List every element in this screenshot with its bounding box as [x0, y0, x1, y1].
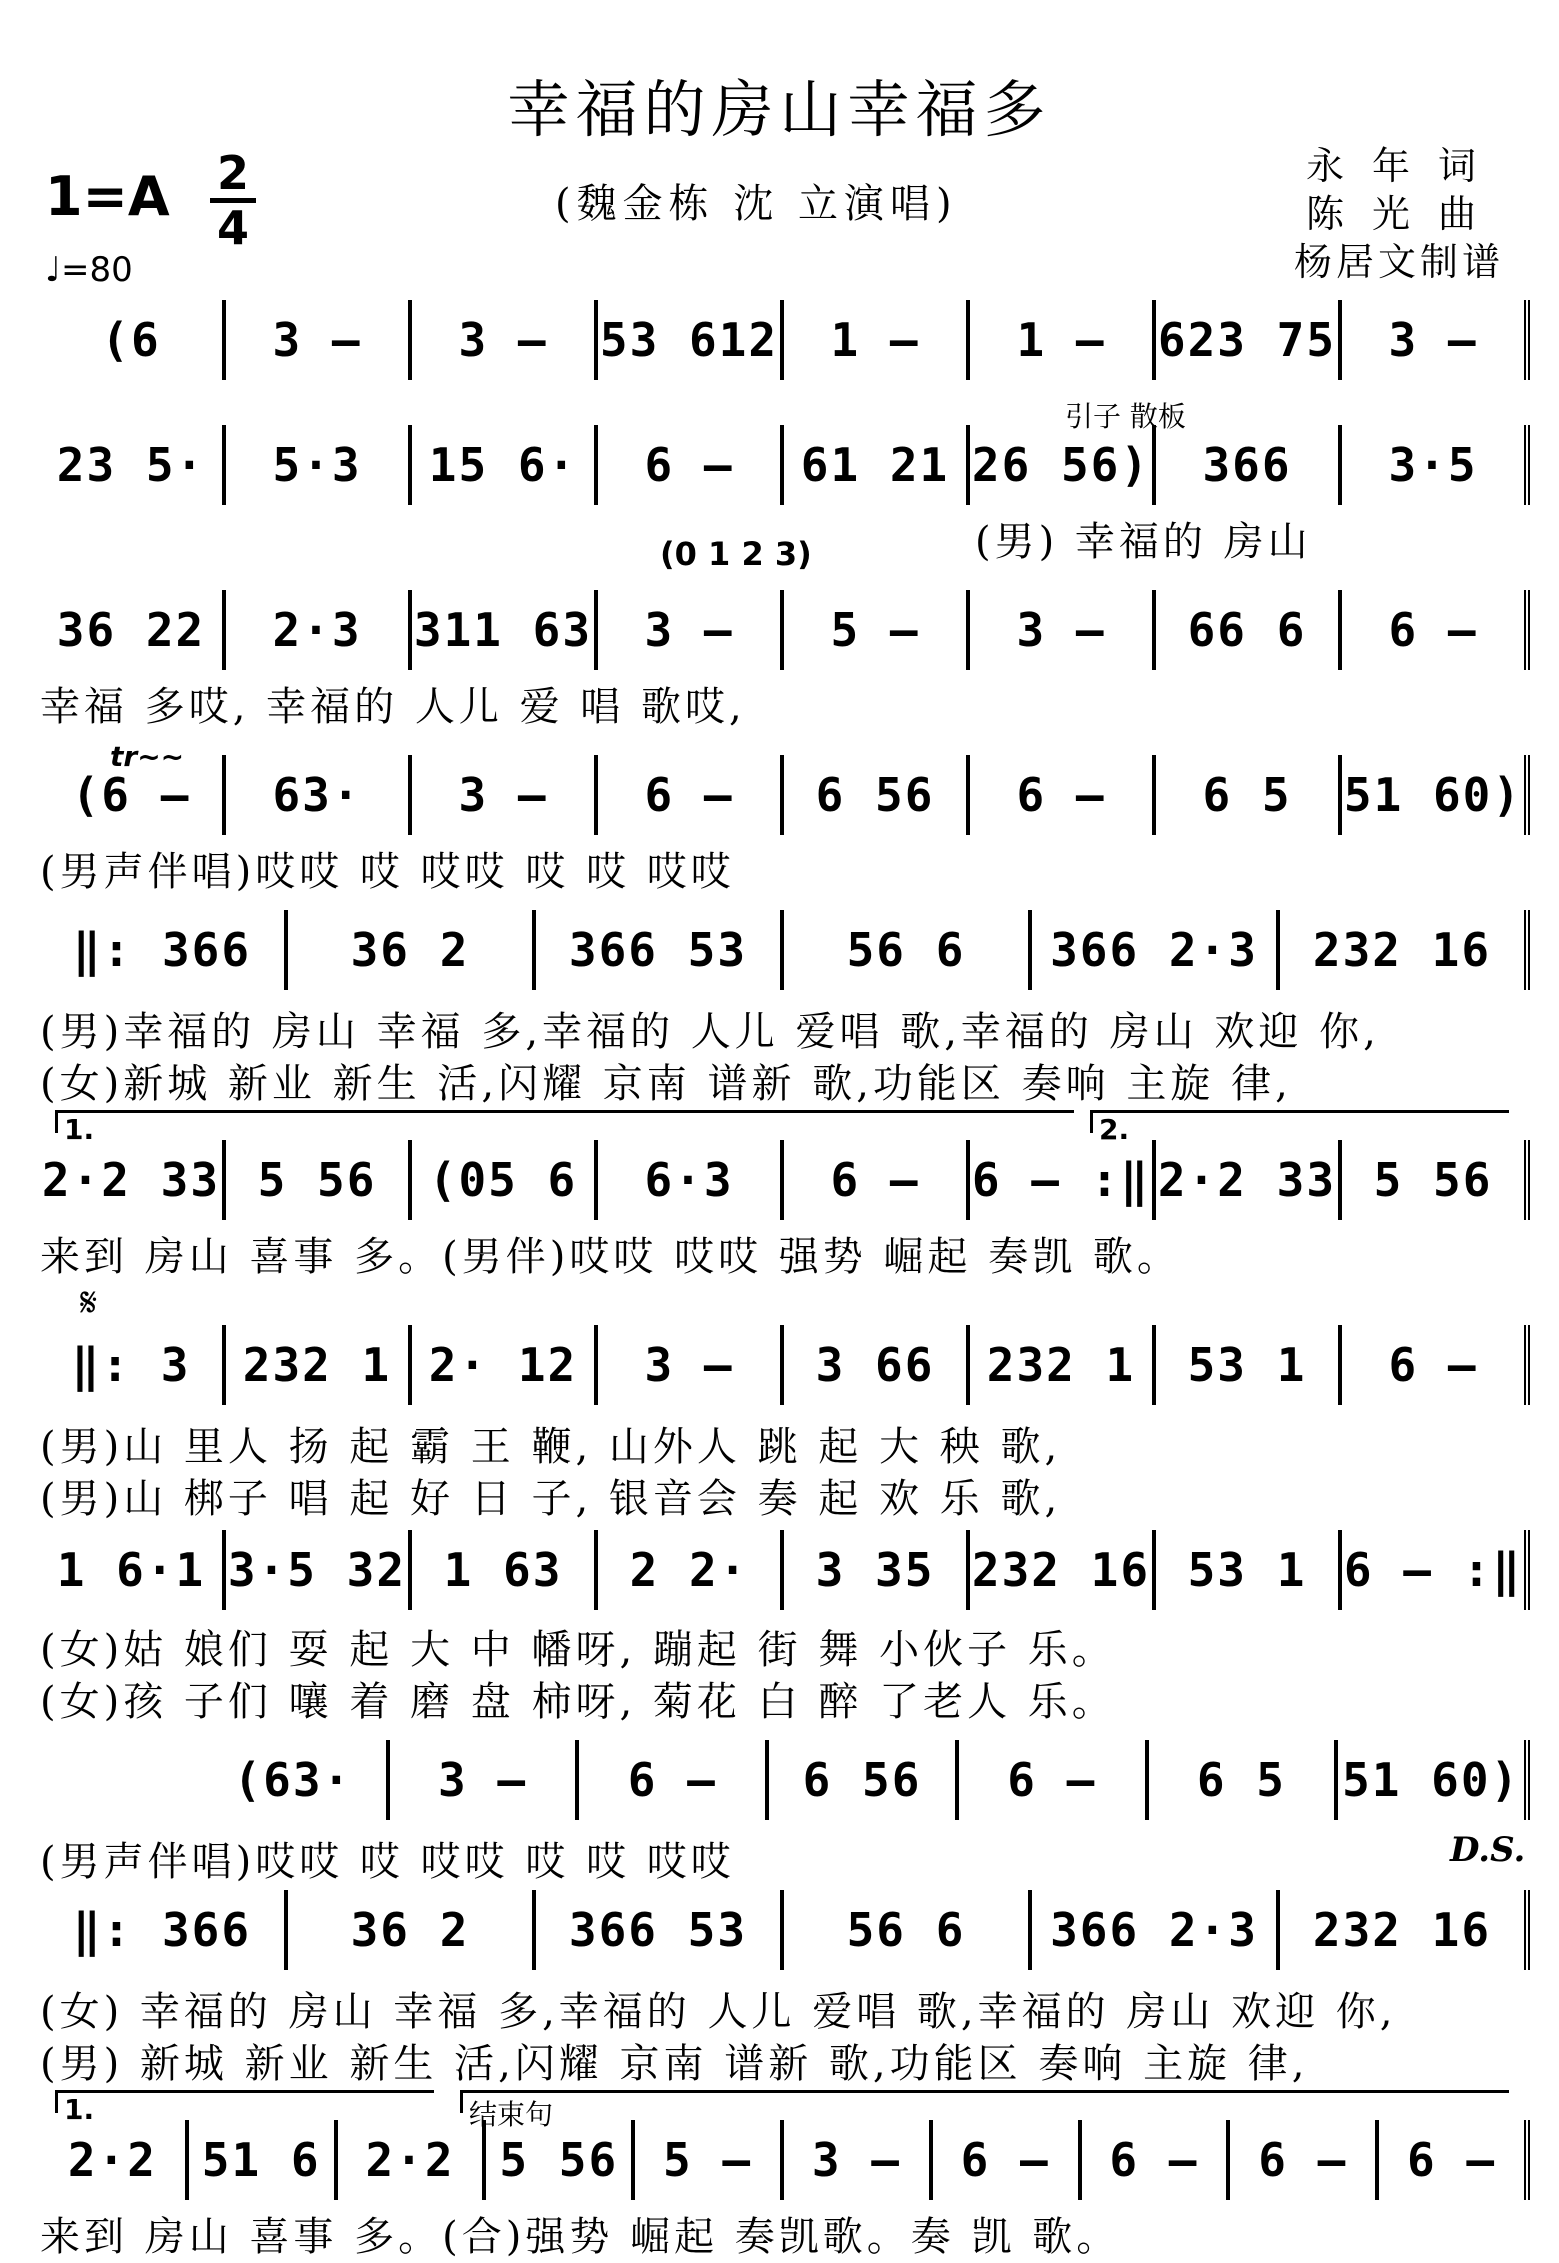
measure: 3·5 32	[226, 1530, 412, 1610]
measure: 2·2	[40, 2120, 189, 2200]
measures	[40, 300, 1530, 380]
measures	[40, 425, 1530, 505]
score-row-5	[40, 910, 1530, 990]
measure: 26 56)	[970, 425, 1156, 505]
measure: 623 75	[1156, 300, 1342, 380]
measure: 5 56	[1342, 1140, 1530, 1220]
score-row-10	[40, 1890, 1530, 1970]
key-signature: 1=A	[45, 165, 170, 228]
lyric-line-10b: (男) 新城 新业 新生 活,闪耀 京南 谱新 歌,功能区 奏响 主旋 律,	[40, 2041, 1309, 2087]
volta-1b: 1.	[55, 2090, 434, 2113]
measure: 6 56	[784, 755, 970, 835]
measure: 5 –	[635, 2120, 784, 2200]
score-row-9	[200, 1740, 1530, 1820]
measure: 366 2·3	[1032, 1890, 1280, 1970]
lyric-line-8b: (女)孩 子们 嚷 着 磨 盘 柿呀, 菊花 白 醉 了老人 乐。	[40, 1679, 1116, 1725]
measures	[200, 1740, 1530, 1820]
volta-1: 1.	[55, 1110, 1074, 1133]
measure: 311 63	[412, 590, 598, 670]
measure: 3 66	[784, 1325, 970, 1405]
measure: 6 – :‖	[970, 1140, 1156, 1220]
measure: 2·3	[226, 590, 412, 670]
measures	[40, 755, 1530, 835]
measure: 366	[1156, 425, 1342, 505]
ending-phrase: 结束句	[460, 2090, 1509, 2113]
score-row-7	[40, 1325, 1530, 1405]
measure: 2· 12	[412, 1325, 598, 1405]
measure: 3 –	[412, 300, 598, 380]
measure: 6 5	[1149, 1740, 1339, 1820]
measure: 6 –	[1342, 590, 1530, 670]
measure: 6 –	[784, 1140, 970, 1220]
measure: 2·2 33	[40, 1140, 226, 1220]
measure: 3 –	[784, 2120, 933, 2200]
lyric-line-7a: (男)山 里人 扬 起 霸 王 鞭, 山外人 跳 起 大 秧 歌,	[40, 1424, 1062, 1470]
measure: 5·3	[226, 425, 412, 505]
measure: 36 22	[40, 590, 226, 670]
measure: 2 2·	[598, 1530, 784, 1610]
measure: (6	[40, 300, 226, 380]
measure: 53 1	[1156, 1325, 1342, 1405]
arranger-credit: 杨居文制谱	[1293, 240, 1504, 284]
measure: 2·2	[338, 2120, 487, 2200]
measure: 6 56	[769, 1740, 959, 1820]
lyricist-credit: 永年词	[1305, 144, 1504, 188]
measure: 56 6	[784, 1890, 1032, 1970]
alt-notes: (0 1 2 3)	[660, 535, 812, 573]
composer-credit: 陈光曲	[1305, 192, 1504, 236]
measure: 6 –	[598, 755, 784, 835]
measure: 53 1	[1156, 1530, 1342, 1610]
measure: 232 16	[1280, 1890, 1530, 1970]
measures	[40, 1530, 1530, 1610]
measure: 5 –	[784, 590, 970, 670]
lyric-line-9: (男声伴唱)哎哎 哎 哎哎 哎 哎 哎哎	[40, 1839, 735, 1885]
measure: 6 –	[1230, 2120, 1379, 2200]
measure: 36 2	[288, 910, 536, 990]
ds-mark: D.S.	[1450, 1830, 1526, 1870]
measure: 6 –	[959, 1740, 1149, 1820]
measure: (6 –	[40, 755, 226, 835]
meter-bottom: 4	[216, 201, 249, 255]
segno-sign: 𝄋	[80, 1280, 98, 1326]
measure: 6 –	[579, 1740, 769, 1820]
measure: 1 –	[970, 300, 1156, 380]
intro-mark: 引子 散板	[1065, 400, 1186, 433]
measure: (05 6	[412, 1140, 598, 1220]
measures	[40, 1140, 1530, 1220]
measure: ‖: 366	[40, 910, 288, 990]
meter-top: 2	[216, 146, 249, 200]
measure: (63·	[200, 1740, 390, 1820]
measure: 3·5	[1342, 425, 1530, 505]
measures	[40, 2120, 1530, 2200]
measures	[40, 910, 1530, 990]
measure: 53 612	[598, 300, 784, 380]
measure: 232 16	[1280, 910, 1530, 990]
lyric-line-10a: (女) 幸福的 房山 幸福 多,幸福的 人儿 爱唱 歌,幸福的 房山 欢迎 你,	[40, 1989, 1397, 2035]
measure: 5 56	[486, 2120, 635, 2200]
measure: 1 6·1	[40, 1530, 226, 1610]
lyric-line-5a: (男)幸福的 房山 幸福 多,幸福的 人儿 爱唱 歌,幸福的 房山 欢迎 你,	[40, 1009, 1380, 1055]
measure: 3 –	[390, 1740, 580, 1820]
measure: 51 60)	[1342, 755, 1530, 835]
score-row-11	[40, 2120, 1530, 2200]
score-row-8	[40, 1530, 1530, 1610]
measure: 15 6·	[412, 425, 598, 505]
measure: 6 –	[1082, 2120, 1231, 2200]
measure: 3 –	[1342, 300, 1530, 380]
measure: 6 5	[1156, 755, 1342, 835]
measure: ‖: 3	[40, 1325, 226, 1405]
lyric-line-5b: (女)新城 新业 新生 活,闪耀 京南 谱新 歌,功能区 奏响 主旋 律,	[40, 1061, 1292, 1107]
measure: 6·3	[598, 1140, 784, 1220]
song-title: 幸福的房山幸福多	[507, 73, 1052, 146]
lyric-line-3: 幸福 多哎, 幸福的 人儿 爱 唱 歌哎,	[40, 684, 746, 730]
measure: 36 2	[288, 1890, 536, 1970]
measure: 63·	[226, 755, 412, 835]
measure: 2·2 33	[1156, 1140, 1342, 1220]
measure: 1 63	[412, 1530, 598, 1610]
performers: (魏金栋 沈 立演唱)	[555, 181, 958, 227]
measure: 366 53	[536, 910, 784, 990]
tempo-marking: ♩=80	[45, 250, 133, 290]
measure: 56 6	[784, 910, 1032, 990]
measure: 23 5·	[40, 425, 226, 505]
lyric-line-2: (男) 幸福的 房山	[975, 519, 1312, 565]
time-signature	[210, 146, 256, 255]
measure: 366 2·3	[1032, 910, 1280, 990]
measure: ‖: 366	[40, 1890, 288, 1970]
lyric-line-6: 来到 房山 喜事 多。(男伴)哎哎 哎哎 强势 崛起 奏凯 歌。	[40, 1234, 1181, 1280]
measure: 66 6	[1156, 590, 1342, 670]
measure: 51 6	[189, 2120, 338, 2200]
measure: 3 –	[598, 1325, 784, 1405]
measures	[40, 1890, 1530, 1970]
measure: 3 –	[412, 755, 598, 835]
measure: 3 –	[598, 590, 784, 670]
lyric-line-4: (男声伴唱)哎哎 哎 哎哎 哎 哎 哎哎	[40, 849, 735, 895]
measure: 3 –	[970, 590, 1156, 670]
score-row-3	[40, 590, 1530, 670]
measure: 6 –	[970, 755, 1156, 835]
score-row-2	[40, 425, 1530, 505]
measure: 6 –	[933, 2120, 1082, 2200]
measure: 3 35	[784, 1530, 970, 1610]
score-row-6	[40, 1140, 1530, 1220]
measure: 5 56	[226, 1140, 412, 1220]
measure: 51 60)	[1338, 1740, 1530, 1820]
measure: 6 –	[1379, 2120, 1530, 2200]
measures	[40, 1325, 1530, 1405]
measure: 61 21	[784, 425, 970, 505]
measure: 1 –	[784, 300, 970, 380]
measures	[40, 590, 1530, 670]
measure: 6 –	[598, 425, 784, 505]
trill-mark: tr~~	[110, 740, 185, 773]
volta-2: 2.	[1090, 1110, 1509, 1133]
measure: 6 – :‖	[1342, 1530, 1530, 1610]
measure: 232 1	[970, 1325, 1156, 1405]
measure: 366 53	[536, 1890, 784, 1970]
measure: 232 1	[226, 1325, 412, 1405]
lyric-line-7b: (男)山 梆子 唱 起 好 日 子, 银音会 奏 起 欢 乐 歌,	[40, 1476, 1062, 1522]
score-row-1	[40, 300, 1530, 380]
score-row-4	[40, 755, 1530, 835]
lyric-line-8a: (女)姑 娘们 耍 起 大 中 幡呀, 蹦起 街 舞 小伙子 乐。	[40, 1627, 1116, 1673]
measure: 6 –	[1342, 1325, 1530, 1405]
measure: 232 16	[970, 1530, 1156, 1610]
measure: 3 –	[226, 300, 412, 380]
lyric-line-11: 来到 房山 喜事 多。(合)强势 崛起 奏凯歌。奏 凯 歌。	[40, 2214, 1121, 2260]
